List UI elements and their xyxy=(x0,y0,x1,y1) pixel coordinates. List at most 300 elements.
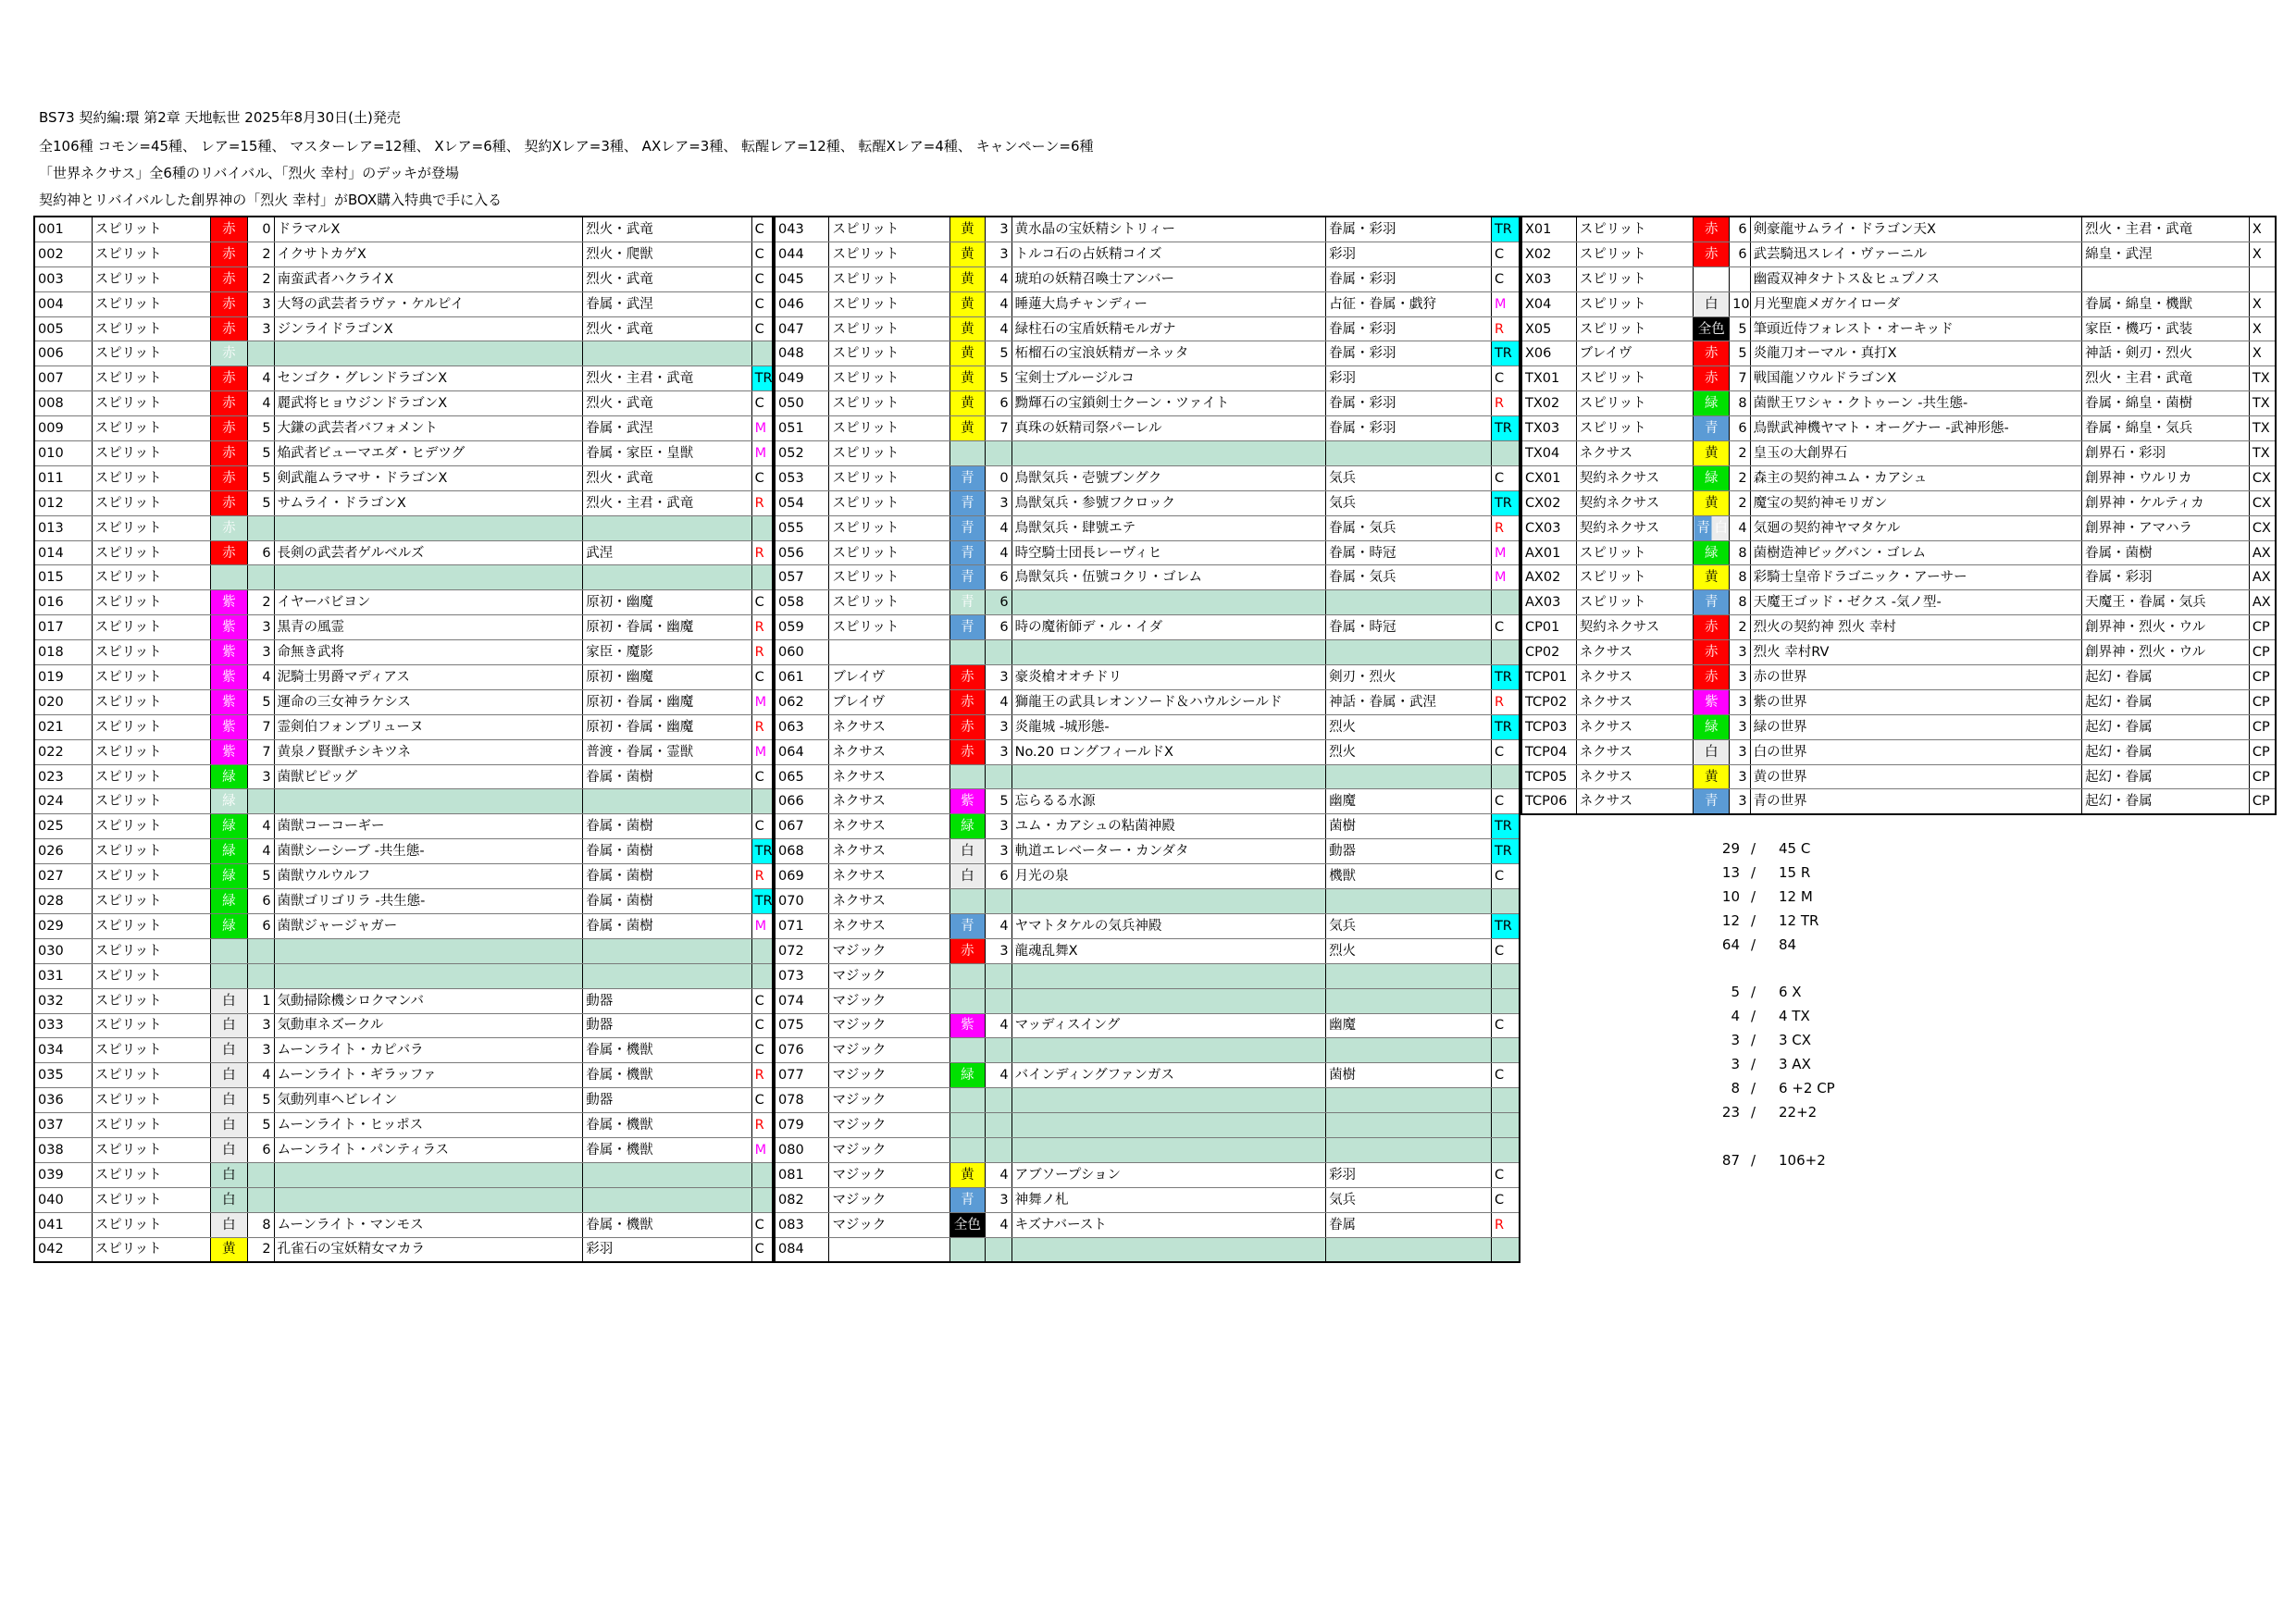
table-row xyxy=(1521,416,2276,441)
card-name: 龍魂乱舞X xyxy=(1011,938,1325,963)
table-row xyxy=(1521,341,2276,366)
card-name: 菌獣ウルウルフ xyxy=(274,864,583,889)
card-cost: 3 xyxy=(1730,764,1750,789)
card-rarity: X xyxy=(2249,316,2276,341)
card-rarity: C xyxy=(751,764,773,789)
card-family xyxy=(583,1187,751,1212)
card-number: 002 xyxy=(34,242,92,266)
card-rarity: R xyxy=(751,1063,773,1088)
card-family: 気兵 xyxy=(1326,913,1492,938)
table-row xyxy=(1521,615,2276,640)
card-cost: 5 xyxy=(247,416,274,441)
card-color: 紫 xyxy=(949,789,986,814)
card-family: 烈火 xyxy=(1326,938,1492,963)
card-rarity: C xyxy=(751,316,773,341)
card-number: 037 xyxy=(34,1113,92,1138)
card-type: スピリット xyxy=(1576,291,1694,316)
card-color: 赤 xyxy=(211,316,247,341)
card-family: 眷属・彩羽 xyxy=(1326,416,1492,441)
card-cost: 4 xyxy=(986,266,1011,291)
card-number: CP02 xyxy=(1521,640,1576,665)
card-name: 気動車ネズークル xyxy=(274,1013,583,1038)
summary-sep: / xyxy=(1751,1032,1756,1049)
card-number: 043 xyxy=(775,217,829,242)
card-name: 霊剣伯フォンブリューヌ xyxy=(274,714,583,739)
card-family: 彩羽 xyxy=(1326,366,1492,391)
summary-a: 64 xyxy=(1721,935,1740,953)
card-type: スピリット xyxy=(92,714,211,739)
card-family xyxy=(583,938,751,963)
card-color: 緑 xyxy=(211,864,247,889)
table-row xyxy=(34,1187,773,1212)
card-color: 紫 xyxy=(1694,689,1730,714)
card-type: マジック xyxy=(829,1113,949,1138)
card-number: 084 xyxy=(775,1237,829,1262)
table-row xyxy=(775,565,1520,590)
summary-a: 12 xyxy=(1721,911,1740,929)
card-type: 契約ネクサス xyxy=(1576,515,1694,540)
card-cost xyxy=(986,640,1011,665)
card-name: 炎龍刀オーマル・真打X xyxy=(1750,341,2081,366)
card-number: 060 xyxy=(775,640,829,665)
card-color: 紫 xyxy=(211,665,247,690)
card-type: スピリット xyxy=(92,864,211,889)
card-cost: 5 xyxy=(1730,316,1750,341)
table-row xyxy=(34,1113,773,1138)
card-cost: 3 xyxy=(1730,714,1750,739)
card-type: スピリット xyxy=(92,291,211,316)
card-cost: 4 xyxy=(247,1063,274,1088)
card-rarity: M xyxy=(751,441,773,466)
table-row xyxy=(1521,714,2276,739)
card-color: 赤 xyxy=(211,366,247,391)
card-number: 080 xyxy=(775,1137,829,1162)
summary-sep: / xyxy=(1751,1080,1756,1096)
card-name: ユム・カアシュの粘菌神殿 xyxy=(1011,814,1325,839)
summary-sep: / xyxy=(1751,863,1756,881)
card-name: ムーンライト・ギラッファ xyxy=(274,1063,583,1088)
card-number: 050 xyxy=(775,391,829,416)
card-name: 菌獣王ワシャ・クトゥーン -共生態- xyxy=(1750,391,2081,416)
card-family: 普渡・眷属・霊獣 xyxy=(583,739,751,764)
card-cost: 6 xyxy=(986,864,1011,889)
card-rarity xyxy=(751,565,773,590)
card-number: 069 xyxy=(775,864,829,889)
card-number: 030 xyxy=(34,938,92,963)
card-family: 起幻・眷属 xyxy=(2082,714,2250,739)
card-number: 065 xyxy=(775,764,829,789)
card-family xyxy=(1326,1038,1492,1063)
table-row xyxy=(34,839,773,864)
table-row xyxy=(34,640,773,665)
card-name: 武芸騎迅スレイ・ヴァーニル xyxy=(1750,242,2081,266)
card-name: 時の魔術師デ・ル・イダ xyxy=(1011,615,1325,640)
card-number: 006 xyxy=(34,341,92,366)
card-name: 長剣の武芸者ゲルベルズ xyxy=(274,540,583,565)
table-row xyxy=(1521,789,2276,814)
card-cost: 3 xyxy=(247,1013,274,1038)
card-family: 起幻・眷属 xyxy=(2082,789,2250,814)
card-cost: 6 xyxy=(986,565,1011,590)
card-family: 創界石・彩羽 xyxy=(2082,441,2250,466)
table-row xyxy=(775,665,1520,690)
card-type: スピリット xyxy=(92,515,211,540)
card-name xyxy=(1011,640,1325,665)
card-name: 獅龍王の武具レオンソード＆ハウルシールド xyxy=(1011,689,1325,714)
card-number: CX02 xyxy=(1521,490,1576,515)
card-number: 066 xyxy=(775,789,829,814)
card-cost: 0 xyxy=(247,217,274,242)
table-row xyxy=(34,1088,773,1113)
card-name: 菌樹造神ビッグバン・ゴレム xyxy=(1750,540,2081,565)
card-name: バインディングファンガス xyxy=(1011,1063,1325,1088)
summary-a: 4 xyxy=(1731,1008,1740,1025)
card-type: スピリット xyxy=(829,242,949,266)
table-row xyxy=(1521,266,2276,291)
card-name: ジンライドラゴンX xyxy=(274,316,583,341)
table-row xyxy=(34,739,773,764)
summary-b: 4 TX xyxy=(1779,1008,1810,1025)
card-family: 烈火・武竜 xyxy=(583,266,751,291)
card-rarity: CP xyxy=(2249,739,2276,764)
card-number: 014 xyxy=(34,540,92,565)
card-name: 菌獣コーコーギー xyxy=(274,814,583,839)
summary-b: 12 TR xyxy=(1779,911,1819,929)
card-number: TX03 xyxy=(1521,416,1576,441)
card-color: 青 xyxy=(949,913,986,938)
card-rarity: C xyxy=(751,217,773,242)
table-row xyxy=(1521,465,2276,490)
table-row xyxy=(34,316,773,341)
card-name xyxy=(1011,764,1325,789)
table-row xyxy=(34,515,773,540)
card-rarity: TR xyxy=(1491,490,1520,515)
card-cost xyxy=(247,341,274,366)
table-row xyxy=(775,640,1520,665)
card-rarity: R xyxy=(1491,1212,1520,1237)
card-type: スピリット xyxy=(92,366,211,391)
card-cost: 3 xyxy=(1730,665,1750,690)
card-number: 074 xyxy=(775,988,829,1013)
card-color xyxy=(949,764,986,789)
card-type xyxy=(829,640,949,665)
card-number: 011 xyxy=(34,465,92,490)
card-type: 契約ネクサス xyxy=(1576,490,1694,515)
card-type: スピリット xyxy=(92,764,211,789)
card-cost: 7 xyxy=(247,714,274,739)
card-number: X05 xyxy=(1521,316,1576,341)
card-number: 054 xyxy=(775,490,829,515)
table-row xyxy=(34,1162,773,1187)
card-type: マジック xyxy=(829,938,949,963)
card-color: 黄 xyxy=(949,416,986,441)
card-cost: 7 xyxy=(1730,366,1750,391)
card-cost: 4 xyxy=(986,1212,1011,1237)
card-cost xyxy=(986,1088,1011,1113)
card-color: 黄 xyxy=(949,366,986,391)
card-table-3 xyxy=(1520,216,2277,815)
card-rarity xyxy=(2249,266,2276,291)
card-rarity: CP xyxy=(2249,665,2276,690)
card-number: 010 xyxy=(34,441,92,466)
card-rarity xyxy=(1491,640,1520,665)
card-number: 046 xyxy=(775,291,829,316)
card-number: AX02 xyxy=(1521,565,1576,590)
card-family: 神話・剣刃・烈火 xyxy=(2082,341,2250,366)
card-number: TCP04 xyxy=(1521,739,1576,764)
card-family xyxy=(583,963,751,988)
card-color: 紫 xyxy=(211,590,247,615)
card-number: 058 xyxy=(775,590,829,615)
card-color: 黄 xyxy=(949,242,986,266)
card-rarity: AX xyxy=(2249,540,2276,565)
card-number: 076 xyxy=(775,1038,829,1063)
card-number: 057 xyxy=(775,565,829,590)
card-rarity xyxy=(751,341,773,366)
card-type: スピリット xyxy=(92,490,211,515)
table-row xyxy=(775,963,1520,988)
card-rarity: CP xyxy=(2249,640,2276,665)
card-color xyxy=(949,441,986,466)
card-number: 059 xyxy=(775,615,829,640)
table-row xyxy=(1521,217,2276,242)
card-name: 神舞ノ札 xyxy=(1011,1187,1325,1212)
card-name: 炎龍城 -城形態- xyxy=(1011,714,1325,739)
card-number: 077 xyxy=(775,1063,829,1088)
card-type: スピリット xyxy=(829,291,949,316)
card-type: スピリット xyxy=(1576,416,1694,441)
card-rarity: CP xyxy=(2249,789,2276,814)
card-name: 黝輝石の宝鎖剣士クーン・ツァイト xyxy=(1011,391,1325,416)
card-family: 天魔王・眷属・気兵 xyxy=(2082,590,2250,615)
card-name: 焔武者ビューマエダ・ヒデツグ xyxy=(274,441,583,466)
summary-sep: / xyxy=(1751,887,1756,905)
card-type: スピリット xyxy=(92,789,211,814)
card-rarity: CX xyxy=(2249,490,2276,515)
card-cost: 3 xyxy=(247,640,274,665)
card-family: 眷属・気兵 xyxy=(1326,515,1492,540)
table-row xyxy=(775,1088,1520,1113)
card-number: 020 xyxy=(34,689,92,714)
table-row xyxy=(34,291,773,316)
card-cost: 4 xyxy=(986,913,1011,938)
rarity-breakdown: 全106種 コモン=45種、 レア=15種、 マスターレア=12種、 Xレア=6種、 契約Xレア=3種、 AXレア=3種、 転醒レア=12種、 転醒Xレア=4種、 キャンペーン=6種 xyxy=(39,138,1094,155)
card-type: マジック xyxy=(829,988,949,1013)
card-rarity xyxy=(751,515,773,540)
card-cost: 4 xyxy=(247,839,274,864)
card-name: 南蛮武者ハクライX xyxy=(274,266,583,291)
card-rarity: M xyxy=(751,739,773,764)
card-name: ムーンライト・パンティラス xyxy=(274,1137,583,1162)
card-type: スピリット xyxy=(92,1212,211,1237)
card-color: 白 xyxy=(211,1212,247,1237)
card-color: 赤 xyxy=(1694,640,1730,665)
card-color xyxy=(949,1113,986,1138)
card-family: 眷属・菌樹 xyxy=(583,889,751,914)
card-name xyxy=(1011,988,1325,1013)
table-row xyxy=(1521,689,2276,714)
card-family: 菌樹 xyxy=(1326,1063,1492,1088)
card-cost xyxy=(247,515,274,540)
card-number: TX04 xyxy=(1521,441,1576,466)
table-row xyxy=(34,366,773,391)
card-name xyxy=(274,938,583,963)
card-name: 月光の泉 xyxy=(1011,864,1325,889)
summary-sep: / xyxy=(1751,840,1756,857)
card-color: 緑 xyxy=(1694,540,1730,565)
card-cost: 5 xyxy=(1730,341,1750,366)
card-rarity: C xyxy=(1491,1187,1520,1212)
card-color: 緑 xyxy=(1694,714,1730,739)
table-row xyxy=(34,689,773,714)
card-family: 烈火・主君・武竜 xyxy=(2082,366,2250,391)
card-rarity: C xyxy=(751,391,773,416)
card-rarity xyxy=(751,938,773,963)
card-rarity: C xyxy=(751,1088,773,1113)
card-type: マジック xyxy=(829,1013,949,1038)
card-cost xyxy=(247,938,274,963)
card-name: 忘らるる水源 xyxy=(1011,789,1325,814)
card-rarity: C xyxy=(1491,1013,1520,1038)
summary-sep: / xyxy=(1751,1103,1756,1121)
card-color xyxy=(949,640,986,665)
card-rarity: C xyxy=(1491,864,1520,889)
table-row xyxy=(34,963,773,988)
card-color: 赤 xyxy=(949,689,986,714)
summary-sep: / xyxy=(1751,984,1756,1001)
card-rarity: TR xyxy=(1491,839,1520,864)
table-row xyxy=(34,789,773,814)
table-row xyxy=(34,665,773,690)
card-type: スピリット xyxy=(1576,316,1694,341)
card-number: TX01 xyxy=(1521,366,1576,391)
card-number: AX01 xyxy=(1521,540,1576,565)
card-rarity: AX xyxy=(2249,565,2276,590)
card-cost: 3 xyxy=(986,490,1011,515)
card-cost xyxy=(986,764,1011,789)
card-cost: 8 xyxy=(1730,391,1750,416)
card-color: 赤 xyxy=(1694,665,1730,690)
card-cost xyxy=(247,1162,274,1187)
card-family: 動器 xyxy=(583,1013,751,1038)
card-name: ヤマトタケルの気兵神殿 xyxy=(1011,913,1325,938)
card-number: X04 xyxy=(1521,291,1576,316)
table-row xyxy=(775,291,1520,316)
card-rarity: M xyxy=(1491,565,1520,590)
card-name: 菌獣ピピッグ xyxy=(274,764,583,789)
card-color: 緑 xyxy=(211,913,247,938)
card-cost: 3 xyxy=(1730,789,1750,814)
summary-a: 3 xyxy=(1731,1056,1740,1073)
card-name: 琥珀の妖精召喚士アンバー xyxy=(1011,266,1325,291)
table-row xyxy=(775,739,1520,764)
card-rarity: C xyxy=(1491,938,1520,963)
card-number: 028 xyxy=(34,889,92,914)
card-color: 赤 xyxy=(211,465,247,490)
card-family xyxy=(1326,988,1492,1013)
card-rarity: C xyxy=(751,291,773,316)
card-family xyxy=(1326,1237,1492,1262)
card-name: 真珠の妖精司祭パーレル xyxy=(1011,416,1325,441)
card-family: 原初・眷属・幽魔 xyxy=(583,714,751,739)
table-row xyxy=(34,1137,773,1162)
card-cost: 3 xyxy=(247,316,274,341)
card-name: 烈火の契約神 烈火 幸村 xyxy=(1750,615,2081,640)
card-number: 053 xyxy=(775,465,829,490)
card-type: ブレイヴ xyxy=(829,689,949,714)
card-number: 056 xyxy=(775,540,829,565)
card-color: 黄 xyxy=(949,341,986,366)
card-cost: 6 xyxy=(986,615,1011,640)
card-name xyxy=(274,515,583,540)
card-number: 008 xyxy=(34,391,92,416)
card-cost: 3 xyxy=(986,242,1011,266)
card-number: TCP05 xyxy=(1521,764,1576,789)
card-cost: 5 xyxy=(247,465,274,490)
card-rarity: C xyxy=(751,1038,773,1063)
card-family: 眷属・菌樹 xyxy=(583,764,751,789)
card-number: 009 xyxy=(34,416,92,441)
card-color: 赤 xyxy=(1694,341,1730,366)
card-type: スピリット xyxy=(829,465,949,490)
card-cost: 3 xyxy=(986,665,1011,690)
card-rarity: C xyxy=(751,242,773,266)
card-family: 幽魔 xyxy=(1326,789,1492,814)
card-family: 動器 xyxy=(583,1088,751,1113)
card-color: 青 xyxy=(949,590,986,615)
card-type: スピリット xyxy=(1576,242,1694,266)
card-type: スピリット xyxy=(829,217,949,242)
card-rarity: C xyxy=(751,266,773,291)
card-family: 起幻・眷属 xyxy=(2082,739,2250,764)
table-row xyxy=(34,341,773,366)
card-name: 緑柱石の宝盾妖精モルガナ xyxy=(1011,316,1325,341)
card-cost: 4 xyxy=(247,366,274,391)
table-row xyxy=(775,490,1520,515)
card-rarity: CP xyxy=(2249,764,2276,789)
card-rarity: C xyxy=(1491,739,1520,764)
card-rarity: R xyxy=(751,490,773,515)
card-rarity: AX xyxy=(2249,590,2276,615)
card-type: スピリット xyxy=(829,565,949,590)
card-cost: 3 xyxy=(1730,739,1750,764)
card-color: 赤 xyxy=(211,341,247,366)
card-family: 眷属・菌樹 xyxy=(583,814,751,839)
card-type: スピリット xyxy=(1576,565,1694,590)
card-name: 鳥獣気兵・伍號コクリ・ゴレム xyxy=(1011,565,1325,590)
card-name: 気動掃除機シロクマンバ xyxy=(274,988,583,1013)
table-row xyxy=(34,864,773,889)
table-row xyxy=(1521,316,2276,341)
card-color: 緑 xyxy=(211,764,247,789)
card-number: 051 xyxy=(775,416,829,441)
card-name: 気動列車ヘビレイン xyxy=(274,1088,583,1113)
card-color xyxy=(949,1137,986,1162)
card-color: 赤 xyxy=(949,938,986,963)
card-color: 白 xyxy=(211,1063,247,1088)
card-name: 豪炎槍オオチドリ xyxy=(1011,665,1325,690)
card-number: 019 xyxy=(34,665,92,690)
summary-b: 6 X xyxy=(1779,984,1802,1001)
card-number: 048 xyxy=(775,341,829,366)
card-color: 紫 xyxy=(211,640,247,665)
table-row xyxy=(775,615,1520,640)
card-number: TCP01 xyxy=(1521,665,1576,690)
card-family xyxy=(1326,441,1492,466)
card-name: 菌獣ゴリゴリラ -共生態- xyxy=(274,889,583,914)
card-type: スピリット xyxy=(92,540,211,565)
card-number: 083 xyxy=(775,1212,829,1237)
